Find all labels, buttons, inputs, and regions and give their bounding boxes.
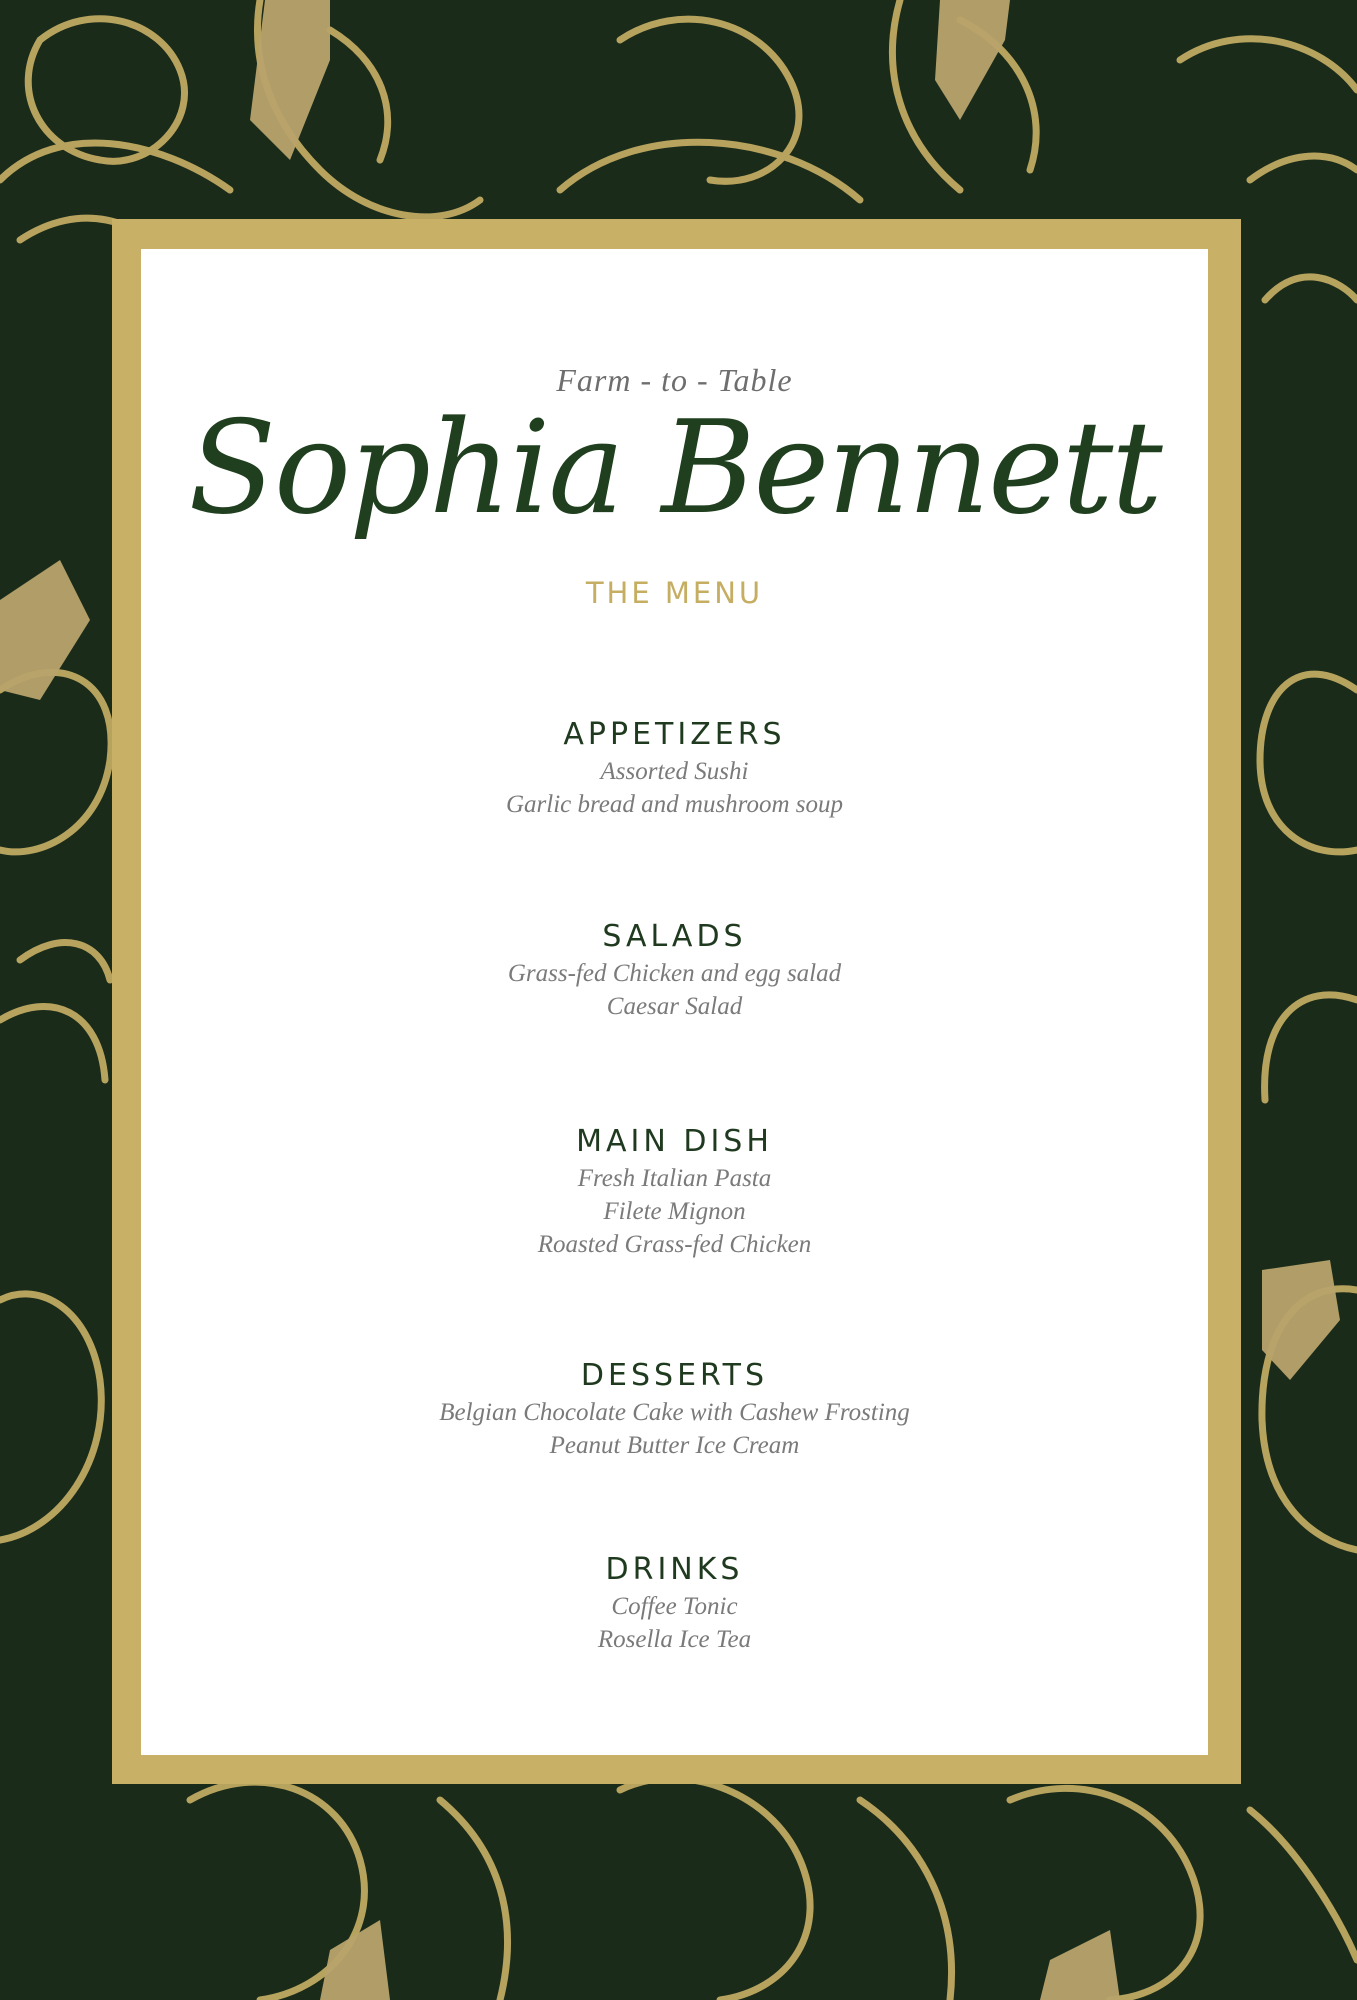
menu-item: Fresh Italian Pasta	[577, 1165, 772, 1192]
section-title: MAIN DISH	[576, 1124, 773, 1159]
section-appetizers	[141, 715, 1208, 821]
section-title: SALADS	[602, 919, 747, 954]
menu-item: Caesar Salad	[606, 993, 743, 1020]
menu-item: Filete Mignon	[603, 1198, 746, 1225]
menu-item: Belgian Chocolate Cake with Cashew Frosting	[439, 1399, 910, 1426]
section-desserts	[141, 1356, 1208, 1462]
restaurant-name: Sophia Bennett	[188, 394, 1161, 543]
menu-card	[141, 249, 1208, 1755]
section-title: APPETIZERS	[563, 717, 786, 752]
section-title: DESSERTS	[580, 1358, 769, 1393]
tagline: Farm - to - Table	[556, 362, 793, 398]
menu-item: Peanut Butter Ice Cream	[549, 1432, 800, 1459]
menu-item: Coffee Tonic	[611, 1593, 738, 1620]
menu-item: Assorted Sushi	[600, 758, 749, 785]
section-title: DRINKS	[605, 1552, 744, 1587]
menu-item: Grass-fed Chicken and egg salad	[507, 960, 842, 987]
menu-item: Rosella Ice Tea	[597, 1626, 752, 1653]
section-main-dish	[141, 1122, 1208, 1261]
menu-item: Roasted Grass-fed Chicken	[537, 1231, 812, 1258]
menu-subtitle: THE MENU	[585, 576, 764, 610]
section-drinks	[141, 1550, 1208, 1656]
section-salads	[141, 917, 1208, 1023]
menu-item: Garlic bread and mushroom soup	[505, 791, 844, 818]
gold-frame	[112, 219, 1241, 1784]
